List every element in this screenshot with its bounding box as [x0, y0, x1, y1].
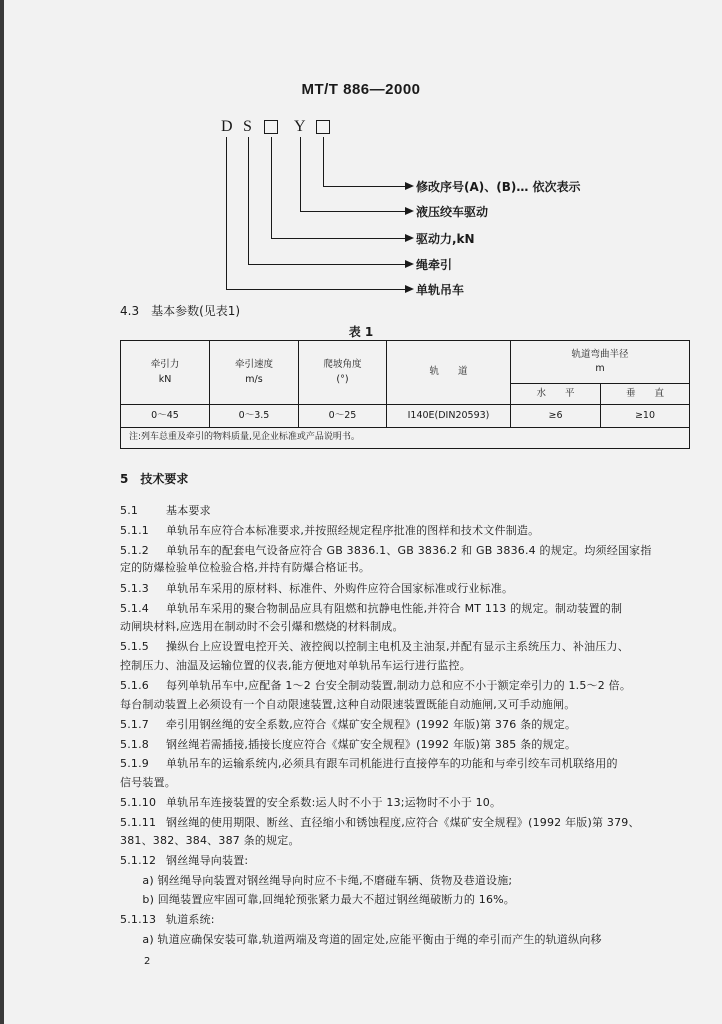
header-speed: 牵引速度 m/s	[210, 341, 299, 405]
list-item: a) 轨道应确保安装可靠,轨道两端及弯道的固定处,应能平衡由于绳的牵引而产生的轨道纵向移	[120, 933, 602, 946]
code-box-revision	[316, 120, 330, 134]
cell-horizontal: ≥6	[511, 405, 601, 428]
model-code-diagram	[0, 0, 722, 300]
arrow-icon	[405, 260, 414, 268]
table-title: 表 1	[348, 325, 374, 339]
arrow-icon	[405, 285, 414, 293]
cell-traction: 0～45	[121, 405, 210, 428]
paragraph: 5.1.12 钢丝绳导向装置:	[120, 854, 249, 867]
paragraph: 5.1.3 单轨吊车采用的原材料、标准件、外购件应符合国家标准或行业标准。	[120, 582, 514, 595]
paragraph: 5.1.10 单轨吊车连接装置的安全系数:运人时不小于 13;运物时不小于 10。	[120, 796, 502, 809]
cell-track: I140E(DIN20593)	[387, 405, 511, 428]
header-vertical: 垂 直	[601, 384, 690, 405]
page-number: 2	[144, 956, 151, 967]
standard-id-header: MT/T 886—2000	[301, 81, 421, 98]
code-letter-y: Y	[294, 118, 306, 135]
leader-line	[226, 137, 227, 289]
cell-vertical: ≥10	[601, 405, 690, 428]
paragraph: 每台制动装置上必须设有一个自动限速装置,这种自动限速装置既能自动施闸,又可手动施闸。	[120, 698, 576, 711]
header-climb-angle: 爬坡角度 (°)	[299, 341, 387, 405]
header-horizontal: 水 平	[511, 384, 601, 405]
leader-line	[323, 137, 324, 186]
leader-line	[271, 238, 406, 239]
section-4-3: 4.3 基本参数(见表1)	[120, 304, 241, 318]
list-item: b) 回绳装置应牢固可靠,回绳轮预张紧力最大不超过钢丝绳破断力的 16%。	[120, 893, 516, 906]
parameter-table	[120, 340, 690, 449]
paragraph: 5.1.11 钢丝绳的使用期限、断丝、直径缩小和锈蚀程度,应符合《煤矿安全规程》(1992 年版)第 379、	[120, 816, 640, 829]
code-letter-d: D	[221, 118, 233, 135]
paragraph: 5.1.13 轨道系统:	[120, 913, 215, 926]
arrow-icon	[405, 234, 414, 242]
paragraph: 5.1.2 单轨吊车的配套电气设备应符合 GB 3836.1、GB 3836.2 和 GB 3836.4 的规定。均须经国家指	[120, 544, 652, 557]
header-traction: 牵引力 kN	[121, 341, 210, 405]
paragraph: 控制压力、油温及运输位置的仪表,能方便地对单轨吊车运行进行监控。	[120, 659, 471, 672]
header-track: 轨 道	[387, 341, 511, 405]
header-bend-radius: 轨道弯曲半径 m	[511, 341, 690, 384]
code-letter-s: S	[243, 118, 252, 135]
paragraph: 5.1 基本要求	[120, 504, 211, 517]
label-revision-sequence: 修改序号(A)、(B)… 依次表示	[416, 180, 581, 194]
paragraph: 5.1.7 牵引用钢丝绳的安全系数,应符合《煤矿安全规程》(1992 年版)第 376 条的规定。	[120, 718, 577, 731]
label-driving-force: 驱动力,kN	[416, 232, 475, 246]
section-5-heading: 5 技术要求	[120, 472, 189, 486]
leader-line	[300, 137, 301, 211]
paragraph: 5.1.8 钢丝绳若需插接,插接长度应符合《煤矿安全规程》(1992 年版)第 385 条的规定。	[120, 738, 577, 751]
label-hydraulic-winch: 液压绞车驱动	[416, 205, 489, 219]
leader-line	[323, 186, 406, 187]
table-row	[121, 405, 690, 428]
paragraph: 5.1.1 单轨吊车应符合本标准要求,并按照经规定程序批准的图样和技术文件制造。	[120, 524, 540, 537]
paragraph: 5.1.9 单轨吊车的运输系统内,必须具有跟车司机能进行直接停车的功能和与牵引绞车司机联络用的	[120, 757, 618, 770]
label-rope-traction: 绳牵引	[416, 258, 453, 272]
paragraph: 动闸块材料,应选用在制动时不会引爆和燃烧的材料制成。	[120, 620, 404, 633]
cell-climb-angle: 0～25	[299, 405, 387, 428]
arrow-icon	[405, 207, 414, 215]
paragraph: 定的防爆检验单位检验合格,并持有防爆合格证书。	[120, 561, 371, 574]
paragraph: 5.1.5 操纵台上应设置电控开关、液控阀以控制主电机及主油泵,并配有显示主系统压力、补油压力、	[120, 640, 629, 653]
leader-line	[226, 289, 406, 290]
paragraph: 381、382、384、387 条的规定。	[120, 834, 300, 847]
paragraph: 5.1.6 每列单轨吊车中,应配备 1～2 台安全制动装置,制动力总和应不小于额定牵引力的 1.5～2 倍。	[120, 679, 632, 692]
leader-line	[248, 264, 406, 265]
arrow-icon	[405, 182, 414, 190]
leader-line	[271, 137, 272, 238]
paragraph: 5.1.4 单轨吊车采用的聚合物制品应具有阻燃和抗静电性能,并符合 MT 113 的规定。制动装置的制	[120, 602, 623, 615]
paragraph: 信号装置。	[120, 776, 176, 789]
label-monorail-hoist: 单轨吊车	[416, 283, 465, 297]
code-box-force	[264, 120, 278, 134]
leader-line	[300, 211, 406, 212]
table-note: 注:列车总重及牵引的物料质量,见企业标准或产品说明书。	[121, 428, 690, 449]
leader-line	[248, 137, 249, 264]
list-item: a) 钢丝绳导向装置对钢丝绳导向时应不卡绳,不磨碰车辆、货物及巷道设施;	[120, 874, 513, 887]
cell-speed: 0～3.5	[210, 405, 299, 428]
